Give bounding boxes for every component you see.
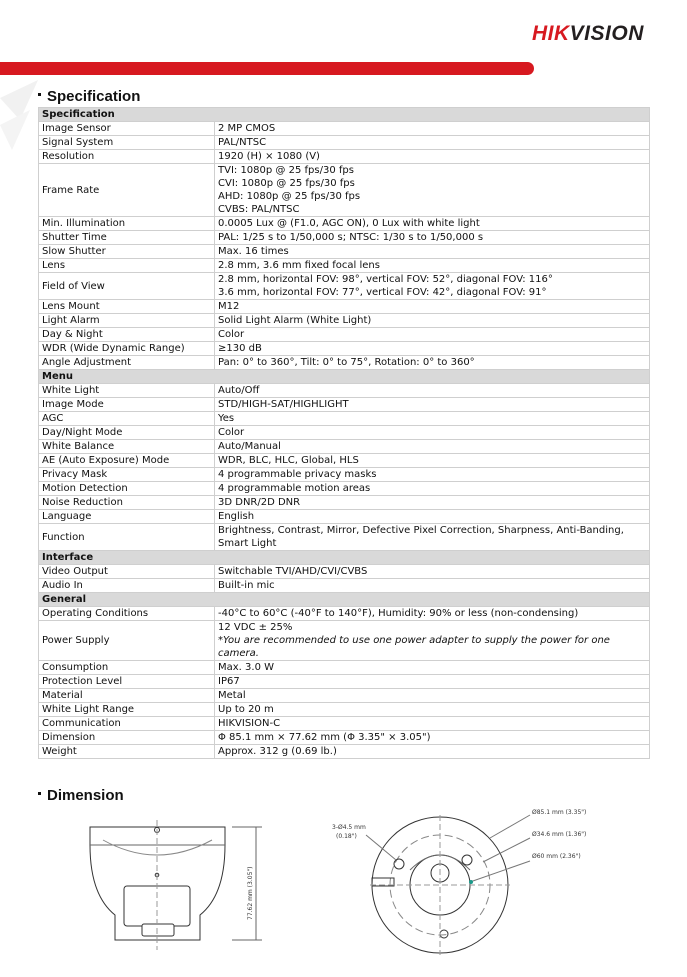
- inner-diameter-label: Ø60 mm (2.36"): [532, 853, 581, 860]
- spec-row: [39, 621, 650, 661]
- spec-key: Signal System: [39, 136, 215, 150]
- spec-key: Frame Rate: [39, 164, 215, 217]
- spec-row: [39, 454, 650, 468]
- indicator-dot-green: [469, 880, 473, 884]
- height-dimension-label: 77.62 mm (3.05"): [247, 866, 254, 920]
- spec-value: [215, 482, 650, 496]
- spec-row: [39, 689, 650, 703]
- spec-value-line: ≥130 dB: [218, 343, 262, 354]
- spec-value: [215, 524, 650, 551]
- spec-value: [215, 217, 650, 231]
- spec-value-line: WDR, BLC, HLC, Global, HLS: [218, 455, 359, 466]
- spec-value-line: M12: [218, 301, 240, 312]
- section-header-label: Menu: [39, 370, 650, 384]
- spec-row: [39, 231, 650, 245]
- spec-value-line: 2 MP CMOS: [218, 123, 276, 134]
- spec-value: [215, 510, 650, 524]
- spec-key: Dimension: [39, 731, 215, 745]
- spec-key: Protection Level: [39, 675, 215, 689]
- spec-row: [39, 496, 650, 510]
- spec-row: [39, 398, 650, 412]
- spec-row: [39, 412, 650, 426]
- spec-value: [215, 245, 650, 259]
- holes-label-2: (0.18"): [336, 833, 357, 840]
- spec-key: White Light Range: [39, 703, 215, 717]
- spec-key: AE (Auto Exposure) Mode: [39, 454, 215, 468]
- spec-value-line: Max. 3.0 W: [218, 662, 275, 673]
- spec-value: [215, 122, 650, 136]
- spec-key: Resolution: [39, 150, 215, 164]
- spec-value-line: Pan: 0° to 360°, Tilt: 0° to 75°, Rotation: 0° to 360°: [218, 357, 475, 368]
- spec-key: Audio In: [39, 579, 215, 593]
- spec-value: [215, 426, 650, 440]
- spec-key: Slow Shutter: [39, 245, 215, 259]
- section-header: [39, 551, 650, 565]
- holes-label-1: 3-Ø4.5 mm: [332, 824, 366, 831]
- spec-value: [215, 661, 650, 675]
- spec-value-line: Smart Light: [218, 538, 277, 549]
- spec-key: Lens Mount: [39, 300, 215, 314]
- spec-value: [215, 231, 650, 245]
- spec-row: [39, 703, 650, 717]
- spec-value-line: Brightness, Contrast, Mirror, Defective Pixel Correction, Sharpness, Anti-Banding,: [218, 525, 624, 536]
- spec-key: Privacy Mask: [39, 468, 215, 482]
- spec-row: [39, 675, 650, 689]
- spec-key: Light Alarm: [39, 314, 215, 328]
- brand-red-bar: [0, 62, 534, 75]
- spec-key: AGC: [39, 412, 215, 426]
- spec-value-line: 1920 (H) × 1080 (V): [218, 151, 320, 162]
- spec-value: [215, 675, 650, 689]
- spec-key: Shutter Time: [39, 231, 215, 245]
- spec-value-line: CVBS: PAL/NTSC: [218, 204, 300, 215]
- side-view-drawing: [90, 820, 262, 950]
- spec-value: [215, 259, 650, 273]
- spec-key: WDR (Wide Dynamic Range): [39, 342, 215, 356]
- dimension-drawing: [0, 800, 687, 977]
- spec-value-line: 0.0005 Lux @ (F1.0, AGC ON), 0 Lux with white light: [218, 218, 480, 229]
- spec-key: Operating Conditions: [39, 607, 215, 621]
- spec-key: White Light: [39, 384, 215, 398]
- spec-value-line: Φ 85.1 mm × 77.62 mm (Φ 3.35" × 3.05"): [218, 732, 431, 743]
- spec-row: [39, 524, 650, 551]
- spec-value: [215, 468, 650, 482]
- spec-value: [215, 300, 650, 314]
- spec-value-line: 3.6 mm, horizontal FOV: 77°, vertical FOV: 42°, diagonal FOV: 91°: [218, 287, 547, 298]
- spec-value: [215, 356, 650, 370]
- spec-value-line: PAL: 1/25 s to 1/50,000 s; NTSC: 1/30 s to 1/50,000 s: [218, 232, 484, 243]
- spec-value-line: HIKVISION-C: [218, 718, 281, 729]
- spec-row: [39, 259, 650, 273]
- top-view-drawing: [366, 815, 530, 955]
- spec-value-line: Approx. 312 g (0.69 lb.): [218, 746, 337, 757]
- spec-key: Day & Night: [39, 328, 215, 342]
- spec-key: Noise Reduction: [39, 496, 215, 510]
- spec-row: [39, 164, 650, 217]
- spec-value: [215, 164, 650, 217]
- spec-value: [215, 621, 650, 661]
- spec-row: [39, 150, 650, 164]
- spec-value: [215, 717, 650, 731]
- spec-value: [215, 273, 650, 300]
- spec-value-line: English: [218, 511, 255, 522]
- spec-row: [39, 245, 650, 259]
- spec-value: [215, 703, 650, 717]
- specification-title: [38, 88, 140, 105]
- spec-row: [39, 273, 650, 300]
- spec-value: [215, 440, 650, 454]
- spec-row: [39, 717, 650, 731]
- spec-row: [39, 300, 650, 314]
- spec-row: [39, 314, 650, 328]
- spec-key: Weight: [39, 745, 215, 759]
- spec-value-line: Built-in mic: [218, 580, 275, 591]
- spec-value-line: IP67: [218, 676, 240, 687]
- spec-row: [39, 136, 650, 150]
- outer-diameter-label: Ø85.1 mm (3.35"): [532, 809, 587, 816]
- hikvision-logo: [532, 22, 644, 46]
- spec-value: [215, 454, 650, 468]
- spec-value: [215, 328, 650, 342]
- spec-row: [39, 731, 650, 745]
- spec-value-line: -40°C to 60°C (-40°F to 140°F), Humidity: 90% or less (non-condensing): [218, 608, 579, 619]
- spec-key: Min. Illumination: [39, 217, 215, 231]
- spec-value-note: *You are recommended to use one power adapter to supply the power for one camera.: [218, 635, 610, 659]
- bullet-icon: [38, 93, 41, 96]
- logo-vision: VISION: [569, 22, 644, 45]
- section-header-label: Interface: [39, 551, 650, 565]
- spec-key: Power Supply: [39, 621, 215, 661]
- spec-value-line: Max. 16 times: [218, 246, 289, 257]
- spec-row: [39, 661, 650, 675]
- specification-title-text: Specification: [47, 88, 141, 105]
- spec-value-line: 2.8 mm, 3.6 mm fixed focal lens: [218, 260, 380, 271]
- spec-value: [215, 579, 650, 593]
- bullet-icon: [38, 792, 41, 795]
- spec-key: Motion Detection: [39, 482, 215, 496]
- spec-value-line: AHD: 1080p @ 25 fps/30 fps: [218, 191, 361, 202]
- spec-key: Video Output: [39, 565, 215, 579]
- section-header: [39, 370, 650, 384]
- spec-row: [39, 122, 650, 136]
- spec-value: [215, 342, 650, 356]
- spec-value: [215, 398, 650, 412]
- spec-value-line: Up to 20 m: [218, 704, 274, 715]
- spec-value: [215, 745, 650, 759]
- spec-table: [38, 107, 650, 759]
- spec-row: [39, 510, 650, 524]
- spec-value-line: Yes: [218, 413, 235, 424]
- spec-key: Angle Adjustment: [39, 356, 215, 370]
- section-header-label: General: [39, 593, 650, 607]
- spec-value-line: 4 programmable privacy masks: [218, 469, 377, 480]
- spec-value-line: 2.8 mm, horizontal FOV: 98°, vertical FOV: 52°, diagonal FOV: 116°: [218, 274, 553, 285]
- spec-value-line: Auto/Off: [218, 385, 260, 396]
- spec-key: Material: [39, 689, 215, 703]
- section-header: [39, 108, 650, 122]
- dimension-title-text: Dimension: [47, 787, 124, 804]
- spec-value: [215, 689, 650, 703]
- spec-value-line: 12 VDC ± 25%: [218, 622, 293, 633]
- spec-key: Day/Night Mode: [39, 426, 215, 440]
- spec-row: [39, 426, 650, 440]
- spec-value-line: CVI: 1080p @ 25 fps/30 fps: [218, 178, 355, 189]
- spec-key: Communication: [39, 717, 215, 731]
- section-header-label: Specification: [39, 108, 650, 122]
- spec-value-line: Color: [218, 427, 245, 438]
- spec-row: [39, 440, 650, 454]
- spec-value: [215, 565, 650, 579]
- spec-value-line: Auto/Manual: [218, 441, 281, 452]
- spec-key: Lens: [39, 259, 215, 273]
- spec-value: [215, 150, 650, 164]
- spec-row: [39, 579, 650, 593]
- spec-value: [215, 136, 650, 150]
- spec-key: Language: [39, 510, 215, 524]
- mid-diameter-label: Ø34.6 mm (1.36"): [532, 831, 587, 838]
- spec-row: [39, 565, 650, 579]
- spec-value-line: Solid Light Alarm (White Light): [218, 315, 372, 326]
- spec-value: [215, 412, 650, 426]
- spec-value-line: Metal: [218, 690, 246, 701]
- spec-key: Image Sensor: [39, 122, 215, 136]
- spec-row: [39, 607, 650, 621]
- spec-value: [215, 384, 650, 398]
- spec-row: [39, 468, 650, 482]
- spec-row: [39, 217, 650, 231]
- spec-value-line: PAL/NTSC: [218, 137, 267, 148]
- spec-value-line: 4 programmable motion areas: [218, 483, 371, 494]
- spec-key: White Balance: [39, 440, 215, 454]
- spec-value: [215, 607, 650, 621]
- spec-key: Field of View: [39, 273, 215, 300]
- spec-value: [215, 496, 650, 510]
- logo-hik: HIK: [532, 22, 570, 45]
- spec-value-line: STD/HIGH-SAT/HIGHLIGHT: [218, 399, 349, 410]
- spec-row: [39, 328, 650, 342]
- spec-row: [39, 384, 650, 398]
- spec-value: [215, 731, 650, 745]
- section-header: [39, 593, 650, 607]
- spec-row: [39, 745, 650, 759]
- spec-row: [39, 356, 650, 370]
- spec-row: [39, 342, 650, 356]
- spec-value-line: Switchable TVI/AHD/CVI/CVBS: [218, 566, 368, 577]
- spec-key: Function: [39, 524, 215, 551]
- spec-value-line: TVI: 1080p @ 25 fps/30 fps: [218, 165, 354, 176]
- spec-row: [39, 482, 650, 496]
- spec-value-line: Color: [218, 329, 245, 340]
- spec-key: Consumption: [39, 661, 215, 675]
- spec-value: [215, 314, 650, 328]
- spec-value-line: 3D DNR/2D DNR: [218, 497, 301, 508]
- spec-key: Image Mode: [39, 398, 215, 412]
